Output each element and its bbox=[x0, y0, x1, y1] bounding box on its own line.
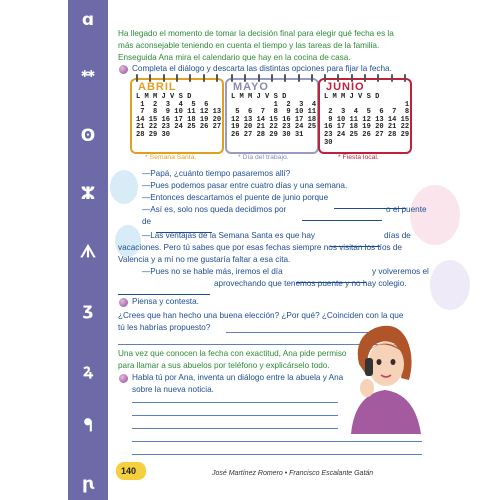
bullet-icon bbox=[119, 374, 128, 383]
girl-on-phone-illustration bbox=[345, 318, 425, 434]
intro-text: más aconsejable teniendo en cuenta el tiempo y las tareas de la familia. bbox=[118, 41, 380, 50]
dialogue-line: —Las ventajas de la Semana Santa es que hay bbox=[142, 231, 315, 240]
question-text: ¿Crees que han hecho una buena elección? ¿Por qué? ¿Coinciden con la que bbox=[118, 311, 404, 320]
dialogue-line: de bbox=[142, 217, 152, 226]
dialogue-line: días de bbox=[384, 231, 411, 240]
calendar-april bbox=[130, 78, 224, 154]
calendar-month: ABRIL bbox=[138, 81, 177, 93]
task-instruction: Habla tú por Ana, inventa un diálogo entre la abuela y Ana bbox=[132, 373, 344, 382]
strip-glyph: ⵣ bbox=[80, 184, 96, 204]
answer-blank[interactable] bbox=[302, 212, 382, 221]
calendar-june bbox=[318, 78, 412, 154]
outro-text: para llamar a sus abuelos por teléfono y explicárselo todo. bbox=[118, 361, 330, 370]
answer-line[interactable] bbox=[132, 428, 338, 429]
calendar-legend: * Fiesta local. bbox=[338, 154, 379, 161]
strip-glyph: ɑ bbox=[81, 10, 95, 30]
answer-line[interactable] bbox=[132, 441, 422, 442]
answer-line[interactable] bbox=[132, 454, 422, 455]
task-instruction: sobre la nueva noticia. bbox=[132, 385, 214, 394]
intro-text: Ha llegado el momento de tomar la decisión final para elegir qué fecha es la bbox=[118, 29, 394, 38]
dialogue-line: o el puente bbox=[386, 205, 427, 214]
calendar-grid: L M M J V S D 1 2 3 4 5 6 7 8 9 10 11 12 13 14 15 16 17 18 19 20 21 22 23 24 25 26 27 28 29 30 bbox=[136, 93, 222, 139]
intro-text: Enseguida Ana mira el calendario que hay en la cocina de casa. bbox=[118, 53, 351, 62]
balloon-illustration bbox=[430, 260, 470, 310]
decorative-strip bbox=[68, 0, 108, 500]
task-instruction: Completa el diálogo y descarta las distintas opciones para fijar la fecha. bbox=[132, 64, 392, 73]
question-text: tú les habrías propuesto? bbox=[118, 323, 211, 332]
strip-glyph: ʘ bbox=[80, 126, 96, 146]
dialogue-line: Valencia y a mí no me gustaría faltar a esa cita. bbox=[118, 255, 291, 264]
footer-authors: José Martínez Romero • Francisco Escalante Gatán bbox=[212, 470, 374, 477]
calendar-grid: L M M J V S D 1 2 3 4 5 6 7 8 9 10 11 12 13 14 15 16 17 18 19 20 21 22 23 24 25 26 27 28 29 30 bbox=[324, 93, 410, 147]
bullet-icon bbox=[119, 298, 128, 307]
answer-line[interactable] bbox=[132, 402, 338, 403]
bullet-icon bbox=[119, 65, 128, 74]
outro-text: Una vez que conocen la fecha con exactitud, Ana pide permiso bbox=[118, 349, 347, 358]
strip-glyph: ꞃ bbox=[81, 474, 95, 494]
answer-line[interactable] bbox=[132, 415, 338, 416]
calendar-month: JUNIO bbox=[326, 81, 365, 93]
calendar-legend: * Día del trabajo. bbox=[238, 154, 289, 161]
page-number: 140 bbox=[121, 466, 137, 476]
dialogue-line: —Así es, solo nos queda decidimos por bbox=[142, 205, 287, 214]
dialogue-line: —Entonces descartamos el puente de junio porque bbox=[142, 193, 329, 202]
dialogue-line: y volveremos el bbox=[372, 267, 429, 276]
dialogue-line: —Papá, ¿cuánto tiempo pasaremos allí? bbox=[142, 169, 291, 178]
strip-glyph: ᗑ bbox=[80, 242, 96, 262]
dialogue-line: —Pues no se hable más, iremos el día bbox=[142, 267, 283, 276]
calendar-month: MAYO bbox=[233, 81, 269, 93]
dialogue-line: aprovechando que tenemos puente y no hay colegio. bbox=[214, 279, 407, 288]
dialogue-line: —Pues podemos pasar entre cuatro días y una semana. bbox=[142, 181, 348, 190]
answer-blank[interactable] bbox=[118, 286, 210, 295]
strip-glyph: ʒ bbox=[82, 300, 94, 320]
balloon-illustration bbox=[110, 170, 138, 204]
strip-glyph: ꝝ bbox=[83, 361, 93, 381]
strip-glyph: ᕯ bbox=[80, 68, 96, 88]
strip-glyph: ᖳ bbox=[83, 416, 93, 436]
calendar-legend: * Semana Santa. bbox=[145, 154, 197, 161]
task-title: Piensa y contesta. bbox=[132, 297, 199, 306]
calendar-may bbox=[225, 78, 319, 154]
dialogue-line: vacaciones. Pero tú sabes que por esas fechas siempre nos visitan los tíos de bbox=[118, 243, 402, 252]
calendar-grid: L M M J V S D 1 2 3 4 5 6 7 8 9 10 11 12 13 14 15 16 17 18 19 20 21 22 23 24 25 26 27 28 29 30 31 bbox=[231, 93, 317, 139]
